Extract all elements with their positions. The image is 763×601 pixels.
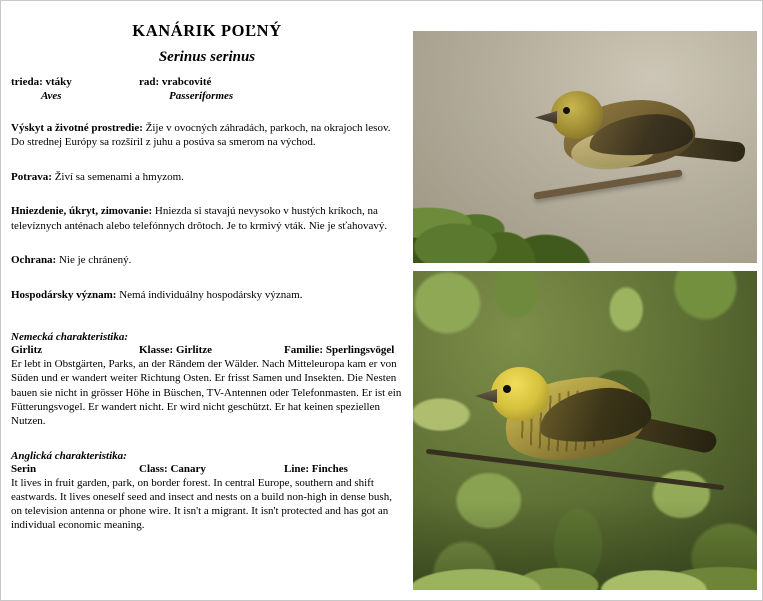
spacer bbox=[9, 197, 405, 204]
spacer bbox=[9, 163, 405, 170]
taxonomy-class-latin-cell bbox=[11, 90, 169, 104]
german-name: Girlitz bbox=[11, 344, 43, 357]
english-description: It lives in fruit garden, park, on border forest. In central Europe, southern and shift eastwards. It lives oneself seed and insect and nests on a build non-high in dense bush, on television antenna or phone wire. It isn't a migrant. It isn't protected and has got an individual economic meaning. bbox=[11, 476, 392, 532]
taxonomy-order-label: rad: bbox=[139, 76, 160, 88]
bird-eye bbox=[503, 385, 511, 393]
german-section-heading: Nemecká charakteristika: bbox=[11, 331, 129, 344]
taxonomy-class-value: vtáky bbox=[45, 76, 72, 88]
taxonomy-block bbox=[9, 76, 405, 104]
german-class: Klasse: Girlitze bbox=[139, 344, 213, 357]
taxonomy-class-label: trieda: bbox=[11, 76, 43, 88]
taxonomy-class-latin: Aves bbox=[41, 89, 62, 102]
taxonomy-order-cell bbox=[139, 76, 405, 90]
section-economy-text: Nemá individuálny hospodársky význam. bbox=[119, 288, 303, 301]
section-habitat-heading: Výskyt a životné prostredie: bbox=[11, 121, 143, 134]
section-habitat bbox=[9, 121, 405, 150]
taxonomy-order-value: vrabcovité bbox=[161, 76, 212, 88]
photo-foreground-foliage bbox=[413, 500, 757, 590]
section-nesting-heading: Hniezdenie, úkryt, zimovanie: bbox=[11, 205, 153, 218]
taxonomy-order-latin: Passeriformes bbox=[169, 89, 234, 102]
section-food-text: Živí sa semenami a hmyzom. bbox=[54, 170, 184, 183]
section-nesting-text: Hniezda si stavajú nevysoko v hustých kríkoch, na televíznych anténach alebo telefónnych drôtoch. Je to krmivý vták. Nie je sťahovavý. bbox=[11, 205, 388, 232]
german-family: Familie: Sperlingsvögel bbox=[284, 344, 395, 357]
english-class: Class: Canary bbox=[139, 462, 206, 475]
serin-in-bush-photo bbox=[413, 271, 757, 590]
section-food bbox=[9, 170, 405, 185]
english-name-row bbox=[9, 463, 405, 475]
serin-perched-photo bbox=[413, 31, 757, 263]
english-name: Serin bbox=[11, 462, 37, 475]
section-economy-heading: Hospodársky význam: bbox=[11, 288, 117, 301]
section-nesting bbox=[9, 204, 405, 233]
taxonomy-row-primary bbox=[11, 76, 405, 90]
bird-eye bbox=[563, 107, 570, 114]
spacer bbox=[9, 114, 405, 121]
section-food-heading: Potrava: bbox=[11, 170, 52, 183]
german-name-row bbox=[9, 344, 405, 356]
section-economy bbox=[9, 288, 405, 303]
bird-head bbox=[491, 367, 549, 421]
english-section-heading: Anglická charakteristika: bbox=[11, 449, 127, 462]
section-protection-text: Nie je chránený. bbox=[58, 254, 132, 267]
page-title: KANÁRIK POĽNÝ bbox=[132, 21, 282, 40]
spacer bbox=[9, 443, 405, 450]
german-description: Er lebt in Obstgärten, Parks, an der Rändem der Wälder. Nach Mitteleuropa kam er von Süden und er wandert weiter Richtung Osten. Er frisst Samen und Insekten. Die Nesten bauen sie nicht in grösser Höhe in Büschen, TV-Antennen oder Telefonmasten. Er ist ein Fütterungsvogel. Er wandert nicht. Er wird nicht geschützt. Er hat keinen speziellen Nutzen. bbox=[11, 358, 402, 428]
section-habitat-text: Žije v ovocných záhradách, parkoch, na okrajoch lesov. Do strednej Európy sa rozšíril z juhu a posúva sa smerom na východ. bbox=[11, 121, 391, 149]
taxonomy-class-cell bbox=[11, 76, 139, 90]
section-protection bbox=[9, 253, 405, 268]
spacer bbox=[9, 315, 405, 331]
page-subtitle: Serinus serinus bbox=[158, 49, 256, 65]
taxonomy-row-latin bbox=[11, 90, 405, 104]
photo-foliage bbox=[413, 157, 613, 263]
image-column bbox=[413, 31, 757, 590]
spacer bbox=[9, 281, 405, 288]
spacer bbox=[9, 246, 405, 253]
text-column bbox=[1, 1, 413, 600]
english-family: Line: Finches bbox=[284, 462, 348, 475]
section-protection-heading: Ochrana: bbox=[11, 254, 57, 267]
bird-head bbox=[551, 91, 603, 139]
taxonomy-order-latin-cell bbox=[169, 90, 405, 104]
